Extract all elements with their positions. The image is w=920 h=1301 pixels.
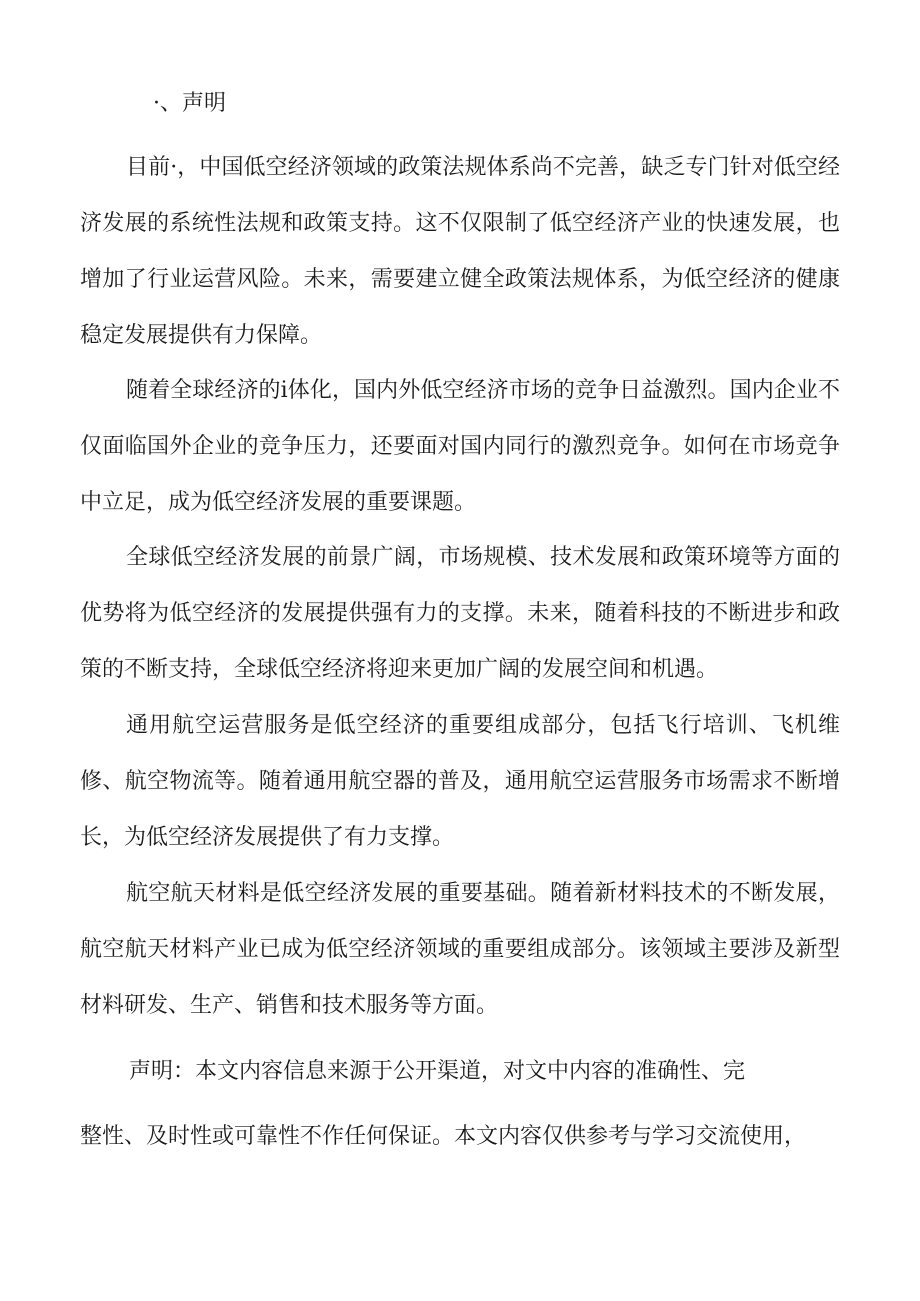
disclaimer-line-2: 整性、及时性或可靠性不作任何保证。本文内容仅供参考与学习交流使用，	[80, 1124, 807, 1149]
paragraph-competition: 随着全球经济的i体化，国内外低空经济市场的竞争日益激烈。国内企业不仅面临国外企业的竞争压力，还要面对国内同行的激烈竞争。如何在市场竞争中立足，成为低空经济发展的重要课题。	[80, 378, 840, 515]
paragraph-aerospace-materials: 航空航天材料是低空经济发展的重要基础。随着新材料技术的不断发展，航空航天材料产业已成为低空经济领域的重要组成部分。该领域主要涉及新型材料研发、生产、销售和技术服务等方面。	[80, 881, 840, 1018]
paragraph-aviation-services: 通用航空运营服务是低空经济的重要组成部分，包括飞行培训、飞机维修、航空物流等。随着通用航空器的普及，通用航空运营服务市场需求不断增长，为低空经济发展提供了有力支撑。	[80, 713, 840, 850]
paragraph-prospects: 全球低空经济发展的前景广阔，市场规模、技术发展和政策环境等方面的优势将为低空经济的发展提供强有力的支撑。未来，随着科技的不断进步和政策的不断支持，全球低空经济将迎来更加广阔的发展空间和机遇。	[80, 545, 840, 682]
disclaimer-line-1: 声明：本文内容信息来源于公开渠道，对文中内容的准确性、完	[129, 1059, 746, 1084]
section-heading: ·、声明	[153, 91, 226, 116]
paragraph-policy: 目前·，中国低空经济领域的政策法规体系尚不完善，缺乏专门针对低空经济发展的系统性法规和政策支持。这不仅限制了低空经济产业的快速发展，也增加了行业运营风险。未来，需要建立健全政策法规体系，为低空经济的健康稳定发展提供有力保障。	[80, 155, 840, 348]
